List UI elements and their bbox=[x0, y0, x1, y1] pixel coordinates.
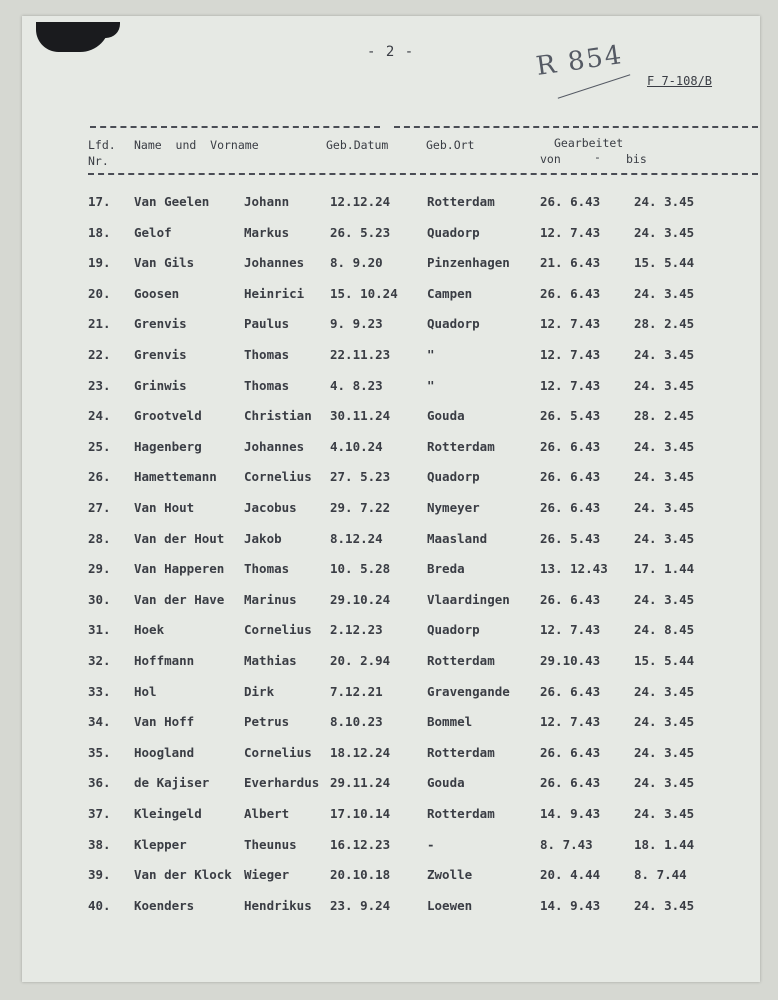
surname: Koenders bbox=[134, 897, 195, 913]
worked-from: 26. 5.43 bbox=[540, 530, 601, 546]
worked-to: 24. 3.45 bbox=[634, 683, 695, 699]
row-number: 29. bbox=[88, 561, 111, 577]
column-header-place: Geb.Ort bbox=[426, 138, 475, 152]
surname: Van Happeren bbox=[134, 561, 225, 577]
worked-from: 26. 5.43 bbox=[540, 408, 601, 424]
handwritten-reference: R 854 bbox=[534, 40, 626, 82]
worked-from: 26. 6.43 bbox=[540, 285, 601, 301]
birth-date: 27. 5.23 bbox=[330, 469, 391, 485]
table-row bbox=[22, 898, 760, 918]
row-number: 24. bbox=[88, 408, 111, 424]
document-reference: F 7-108/B bbox=[647, 74, 713, 88]
surname: Hol bbox=[134, 683, 157, 699]
document-page bbox=[22, 16, 760, 982]
row-number: 26. bbox=[88, 469, 111, 485]
table-row bbox=[22, 806, 760, 826]
table-row bbox=[22, 408, 760, 428]
birth-date: 18.12.24 bbox=[330, 744, 391, 760]
worked-from: 26. 6.43 bbox=[540, 469, 601, 485]
row-number: 37. bbox=[88, 806, 111, 821]
first-name: Albert bbox=[244, 806, 290, 821]
worked-to: 24. 3.45 bbox=[634, 591, 695, 607]
first-name: Johannes bbox=[244, 438, 305, 454]
birth-place: Gouda bbox=[427, 775, 465, 791]
birth-place: Breda bbox=[427, 561, 465, 577]
surname: Grenvis bbox=[134, 347, 187, 362]
row-number: 33. bbox=[88, 683, 111, 699]
table-row bbox=[22, 684, 760, 704]
header-rule-top bbox=[394, 126, 758, 128]
birth-place: Rotterdam bbox=[427, 194, 495, 209]
first-name: Cornelius bbox=[244, 622, 312, 638]
table-row bbox=[22, 469, 760, 489]
worked-to: 15. 5.44 bbox=[634, 255, 695, 271]
surname: Hamettemann bbox=[134, 469, 217, 485]
page-number: - 2 - bbox=[367, 44, 415, 60]
birth-place: Rotterdam bbox=[427, 438, 495, 454]
row-number: 18. bbox=[88, 224, 111, 240]
first-name: Christian bbox=[244, 408, 312, 424]
row-number: 35. bbox=[88, 744, 111, 760]
worked-to: 24. 3.45 bbox=[634, 377, 695, 393]
birth-place: Vlaardingen bbox=[427, 591, 510, 607]
worked-from: 26. 6.43 bbox=[540, 438, 601, 454]
column-header-from: von bbox=[540, 152, 561, 166]
table-row bbox=[22, 225, 760, 245]
worked-from: 20. 4.44 bbox=[540, 867, 601, 883]
birth-place: - bbox=[427, 836, 435, 852]
surname: Hoffmann bbox=[134, 653, 195, 668]
table-row bbox=[22, 531, 760, 551]
table-row bbox=[22, 837, 760, 857]
surname: Van Gils bbox=[134, 255, 195, 271]
table-row bbox=[22, 745, 760, 765]
table-row bbox=[22, 439, 760, 459]
birth-date: 23. 9.24 bbox=[330, 897, 391, 913]
first-name: Heinrici bbox=[244, 285, 305, 301]
birth-date: 16.12.23 bbox=[330, 836, 391, 852]
birth-place: Campen bbox=[427, 285, 473, 301]
worked-from: 26. 6.43 bbox=[540, 194, 601, 209]
birth-date: 9. 9.23 bbox=[330, 316, 383, 332]
surname: Grinwis bbox=[134, 377, 187, 393]
surname: Van der Hout bbox=[134, 530, 225, 546]
worked-to: 24. 3.45 bbox=[634, 347, 695, 362]
first-name: Jacobus bbox=[244, 500, 297, 515]
table-row bbox=[22, 286, 760, 306]
birth-date: 8.10.23 bbox=[330, 714, 383, 730]
birth-place: Rotterdam bbox=[427, 744, 495, 760]
first-name: Dirk bbox=[244, 683, 275, 699]
first-name: Hendrikus bbox=[244, 897, 312, 913]
birth-place: " bbox=[427, 347, 435, 362]
birth-place: Quadorp bbox=[427, 622, 480, 638]
first-name: Petrus bbox=[244, 714, 290, 730]
birth-date: 8.12.24 bbox=[330, 530, 383, 546]
first-name: Cornelius bbox=[244, 469, 312, 485]
birth-place: Gravengande bbox=[427, 683, 510, 699]
row-number: 17. bbox=[88, 194, 111, 209]
worked-from: 26. 6.43 bbox=[540, 591, 601, 607]
birth-place: " bbox=[427, 377, 435, 393]
worked-to: 24. 3.45 bbox=[634, 438, 695, 454]
table-row bbox=[22, 775, 760, 795]
worked-to: 24. 3.45 bbox=[634, 775, 695, 791]
row-number: 22. bbox=[88, 347, 111, 362]
surname: Van Geelen bbox=[134, 194, 210, 209]
worked-to: 24. 3.45 bbox=[634, 500, 695, 515]
worked-from: 12. 7.43 bbox=[540, 714, 601, 730]
birth-place: Gouda bbox=[427, 408, 465, 424]
birth-date: 12.12.24 bbox=[330, 194, 391, 209]
column-header-nr: Nr. bbox=[88, 154, 109, 168]
birth-date: 30.11.24 bbox=[330, 408, 391, 424]
first-name: Thomas bbox=[244, 561, 290, 577]
column-header-dash: - bbox=[594, 150, 601, 164]
birth-place: Nymeyer bbox=[427, 500, 480, 515]
surname: Hoek bbox=[134, 622, 165, 638]
surname: Hoogland bbox=[134, 744, 195, 760]
row-number: 31. bbox=[88, 622, 111, 638]
table-row bbox=[22, 561, 760, 581]
row-number: 36. bbox=[88, 775, 111, 791]
table-row bbox=[22, 378, 760, 398]
birth-date: 10. 5.28 bbox=[330, 561, 391, 577]
surname: Hagenberg bbox=[134, 438, 202, 454]
table-row bbox=[22, 347, 760, 367]
first-name: Marinus bbox=[244, 591, 297, 607]
surname: de Kajiser bbox=[134, 775, 210, 791]
first-name: Markus bbox=[244, 224, 290, 240]
worked-to: 24. 3.45 bbox=[634, 285, 695, 301]
surname: Van der Have bbox=[134, 591, 225, 607]
table-row bbox=[22, 867, 760, 887]
birth-date: 20.10.18 bbox=[330, 867, 391, 883]
column-header-date: Geb.Datum bbox=[326, 138, 389, 152]
row-number: 28. bbox=[88, 530, 111, 546]
worked-from: 12. 7.43 bbox=[540, 622, 601, 638]
column-header-name: Name und Vorname bbox=[134, 138, 259, 152]
punch-hole bbox=[94, 22, 120, 38]
worked-from: 29.10.43 bbox=[540, 653, 601, 668]
surname: Grenvis bbox=[134, 316, 187, 332]
table-row bbox=[22, 714, 760, 734]
first-name: Everhardus bbox=[244, 775, 320, 791]
worked-from: 26. 6.43 bbox=[540, 500, 601, 515]
first-name: Thomas bbox=[244, 377, 290, 393]
birth-date: 26. 5.23 bbox=[330, 224, 391, 240]
table-row bbox=[22, 622, 760, 642]
worked-from: 21. 6.43 bbox=[540, 255, 601, 271]
row-number: 38. bbox=[88, 836, 111, 852]
table-row bbox=[22, 500, 760, 520]
worked-to: 24. 3.45 bbox=[634, 714, 695, 730]
row-number: 19. bbox=[88, 255, 111, 271]
worked-from: 12. 7.43 bbox=[540, 377, 601, 393]
table-row bbox=[22, 316, 760, 336]
row-number: 20. bbox=[88, 285, 111, 301]
surname: Klepper bbox=[134, 836, 187, 852]
birth-place: Rotterdam bbox=[427, 653, 495, 668]
column-header-worked: Gearbeitet bbox=[554, 136, 624, 150]
table-row bbox=[22, 255, 760, 275]
birth-place: Pinzenhagen bbox=[427, 255, 510, 271]
header-rule-bottom bbox=[88, 173, 758, 175]
first-name: Paulus bbox=[244, 316, 290, 332]
worked-from: 12. 7.43 bbox=[540, 316, 601, 332]
birth-date: 4.10.24 bbox=[330, 438, 383, 454]
birth-date: 29.10.24 bbox=[330, 591, 391, 607]
surname: Van Hoff bbox=[134, 714, 195, 730]
worked-to: 24. 3.45 bbox=[634, 806, 695, 821]
row-number: 40. bbox=[88, 897, 111, 913]
first-name: Johann bbox=[244, 194, 290, 209]
birth-place: Zwolle bbox=[427, 867, 473, 883]
birth-date: 7.12.21 bbox=[330, 683, 383, 699]
worked-to: 15. 5.44 bbox=[634, 653, 695, 668]
birth-place: Rotterdam bbox=[427, 806, 495, 821]
birth-date: 22.11.23 bbox=[330, 347, 391, 362]
worked-from: 14. 9.43 bbox=[540, 897, 601, 913]
worked-to: 24. 3.45 bbox=[634, 194, 695, 209]
worked-to: 24. 8.45 bbox=[634, 622, 695, 638]
worked-to: 24. 3.45 bbox=[634, 744, 695, 760]
birth-place: Bommel bbox=[427, 714, 473, 730]
first-name: Mathias bbox=[244, 653, 297, 668]
first-name: Johannes bbox=[244, 255, 305, 271]
worked-to: 24. 3.45 bbox=[634, 469, 695, 485]
column-header-lfd: Lfd. bbox=[88, 138, 116, 152]
first-name: Theunus bbox=[244, 836, 297, 852]
first-name: Jakob bbox=[244, 530, 282, 546]
row-number: 21. bbox=[88, 316, 111, 332]
worked-from: 26. 6.43 bbox=[540, 744, 601, 760]
row-number: 34. bbox=[88, 714, 111, 730]
surname: Van Hout bbox=[134, 500, 195, 515]
row-number: 32. bbox=[88, 653, 111, 668]
birth-date: 29. 7.22 bbox=[330, 500, 391, 515]
birth-place: Loewen bbox=[427, 897, 473, 913]
surname: Van der Klock bbox=[134, 867, 232, 883]
worked-from: 12. 7.43 bbox=[540, 347, 601, 362]
table-row bbox=[22, 653, 760, 673]
worked-to: 28. 2.45 bbox=[634, 316, 695, 332]
worked-from: 8. 7.43 bbox=[540, 836, 593, 852]
row-number: 30. bbox=[88, 591, 111, 607]
row-number: 27. bbox=[88, 500, 111, 515]
worked-to: 8. 7.44 bbox=[634, 867, 687, 883]
worked-from: 26. 6.43 bbox=[540, 683, 601, 699]
birth-place: Quadorp bbox=[427, 316, 480, 332]
worked-to: 17. 1.44 bbox=[634, 561, 695, 577]
surname: Gelof bbox=[134, 224, 172, 240]
column-header-to: bis bbox=[626, 152, 647, 166]
worked-from: 13. 12.43 bbox=[540, 561, 608, 577]
handwritten-stroke bbox=[558, 74, 631, 98]
first-name: Thomas bbox=[244, 347, 290, 362]
first-name: Cornelius bbox=[244, 744, 312, 760]
worked-from: 12. 7.43 bbox=[540, 224, 601, 240]
surname: Grootveld bbox=[134, 408, 202, 424]
first-name: Wieger bbox=[244, 867, 290, 883]
birth-place: Quadorp bbox=[427, 469, 480, 485]
birth-date: 2.12.23 bbox=[330, 622, 383, 638]
row-number: 23. bbox=[88, 377, 111, 393]
worked-to: 24. 3.45 bbox=[634, 530, 695, 546]
birth-date: 4. 8.23 bbox=[330, 377, 383, 393]
birth-place: Maasland bbox=[427, 530, 488, 546]
worked-to: 28. 2.45 bbox=[634, 408, 695, 424]
birth-date: 17.10.14 bbox=[330, 806, 391, 821]
worked-to: 24. 3.45 bbox=[634, 897, 695, 913]
surname: Kleingeld bbox=[134, 806, 202, 821]
birth-date: 8. 9.20 bbox=[330, 255, 383, 271]
worked-to: 24. 3.45 bbox=[634, 224, 695, 240]
row-number: 25. bbox=[88, 438, 111, 454]
birth-date: 15. 10.24 bbox=[330, 285, 398, 301]
table-row bbox=[22, 194, 760, 214]
surname: Goosen bbox=[134, 285, 180, 301]
header-rule-top bbox=[90, 126, 380, 128]
worked-from: 14. 9.43 bbox=[540, 806, 601, 821]
table-row bbox=[22, 592, 760, 612]
birth-date: 20. 2.94 bbox=[330, 653, 391, 668]
worked-to: 18. 1.44 bbox=[634, 836, 695, 852]
birth-date: 29.11.24 bbox=[330, 775, 391, 791]
worked-from: 26. 6.43 bbox=[540, 775, 601, 791]
row-number: 39. bbox=[88, 867, 111, 883]
birth-place: Quadorp bbox=[427, 224, 480, 240]
